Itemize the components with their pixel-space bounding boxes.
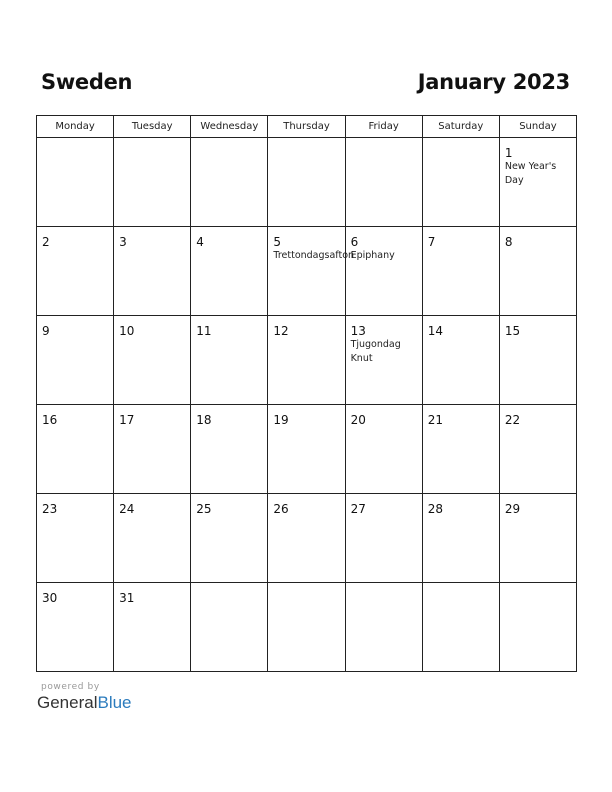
day-cell [345, 138, 422, 227]
country-title: Sweden [41, 70, 133, 94]
day-cell [268, 138, 345, 227]
day-number: 15 [504, 324, 521, 338]
day-number: 31 [119, 591, 135, 605]
day-cell [37, 494, 114, 583]
day-number: 25 [196, 502, 212, 516]
day-cell [37, 405, 114, 494]
day-number: 24 [119, 502, 135, 516]
day-cell [422, 583, 499, 672]
day-cell [422, 316, 499, 405]
day-cell [268, 316, 345, 405]
week-row [37, 405, 577, 494]
day-cell [37, 316, 114, 405]
day-cell [345, 405, 422, 494]
powered-by-label: powered by [41, 682, 100, 692]
day-cell [499, 494, 576, 583]
day-cell [422, 494, 499, 583]
day-cell [345, 316, 422, 405]
week-row [37, 227, 577, 316]
day-number: 3 [119, 235, 127, 249]
day-number: 19 [273, 413, 289, 427]
weekday-header: Tuesday [114, 116, 191, 138]
day-number: 7 [427, 235, 436, 249]
day-number: 2 [42, 235, 50, 249]
day-cell [37, 227, 114, 316]
day-cell [499, 583, 576, 672]
day-number: 13 [350, 324, 366, 338]
day-cell [422, 405, 499, 494]
day-cell [37, 138, 114, 227]
day-cell [114, 494, 191, 583]
weekday-header-row [37, 116, 577, 138]
day-number: 6 [350, 235, 359, 249]
weekday-header: Friday [345, 116, 422, 138]
month-year-title: January 2023 [417, 70, 570, 94]
day-number: 14 [427, 324, 443, 338]
day-number: 27 [350, 502, 366, 516]
day-cell [499, 138, 576, 227]
day-number: 1 [504, 146, 513, 160]
day-number: 4 [196, 235, 204, 249]
day-cell [191, 494, 268, 583]
holiday-label: New Year's Day [504, 161, 557, 186]
day-number: 28 [427, 502, 443, 516]
weekday-header: Wednesday [191, 116, 268, 138]
weekday-header: Thursday [268, 116, 345, 138]
day-number: 29 [504, 502, 521, 516]
day-cell [114, 583, 191, 672]
day-cell [114, 316, 191, 405]
day-cell [422, 227, 499, 316]
day-cell [37, 583, 114, 672]
brand-blue-text: Blue [97, 693, 132, 712]
day-cell [268, 583, 345, 672]
holiday-label: Trettondagsafton [273, 250, 355, 261]
week-row [37, 138, 577, 227]
day-number: 26 [273, 502, 289, 516]
brand-general-text: General [37, 693, 98, 712]
day-number: 10 [119, 324, 135, 338]
day-number: 21 [427, 413, 443, 427]
generalblue-logo[interactable] [37, 693, 132, 713]
day-cell [268, 405, 345, 494]
day-cell [499, 316, 576, 405]
weekday-header: Monday [37, 116, 114, 138]
weekday-header: Saturday [422, 116, 499, 138]
day-number: 22 [504, 413, 521, 427]
day-number: 8 [504, 235, 513, 249]
day-cell [191, 583, 268, 672]
day-number: 18 [196, 413, 212, 427]
day-cell [114, 405, 191, 494]
week-row [37, 316, 577, 405]
day-number: 5 [273, 235, 282, 249]
calendar-grid [36, 115, 577, 672]
day-cell [191, 316, 268, 405]
day-cell [422, 138, 499, 227]
week-row [37, 583, 577, 672]
day-cell [499, 227, 576, 316]
week-row [37, 494, 577, 583]
day-number: 23 [42, 502, 58, 516]
day-cell [191, 138, 268, 227]
holiday-label: Epiphany [350, 250, 395, 261]
day-number: 30 [42, 591, 58, 605]
day-cell [345, 583, 422, 672]
day-cell [345, 494, 422, 583]
day-number: 11 [196, 324, 212, 338]
day-cell [268, 494, 345, 583]
holiday-label: Tjugondag Knut [350, 339, 401, 364]
day-cell [499, 405, 576, 494]
day-cell [191, 405, 268, 494]
day-number: 17 [119, 413, 135, 427]
day-cell [114, 138, 191, 227]
day-number: 16 [42, 413, 58, 427]
day-cell [114, 227, 191, 316]
day-cell [345, 227, 422, 316]
weekday-header: Sunday [499, 116, 576, 138]
day-number: 12 [273, 324, 289, 338]
day-number: 20 [350, 413, 366, 427]
day-number: 9 [42, 324, 50, 338]
day-cell [268, 227, 355, 316]
day-cell [191, 227, 268, 316]
